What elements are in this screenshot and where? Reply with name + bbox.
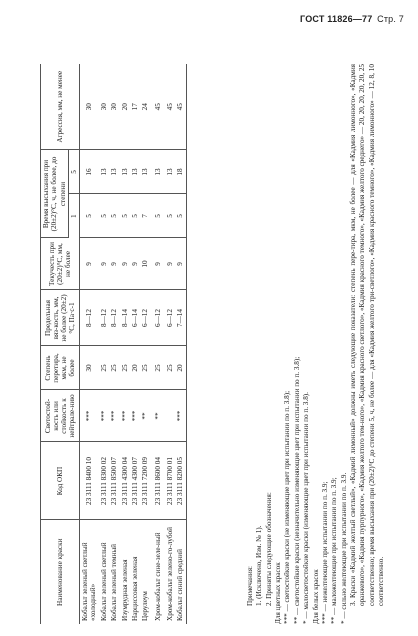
cell-spread: 7—14 bbox=[175, 290, 186, 346]
table-row bbox=[151, 64, 163, 624]
note-3: 3. Краски «Кадмий желтый светлый», «Кадмий лимонный» должны иметь следующие показатели: степень пере-тира, мкм, не более — для «Кадмия лимонного», «Кадмия оранжевого», «Кадмия пурпурного», «Кадмия желтого тем-ного», «Кадмия красного светлого», «Кадмия красного темного», «Кадмия желтого среднего» — 20, 20, 20, 20, 20, 25 соответственно; время высыхания при (20±2)°С до степени 5, ч, не более — для «Кадмия желтого три-светлого», «Кадмия красного темного», «Кадмия лимонного» — 12, 8, 10 соответственно. bbox=[348, 63, 386, 606]
note-color-3: * — малосветостойкие краски (изменяющие цвет при испытании по п. 3.8). bbox=[302, 392, 311, 624]
note-color-1: *** — светостойкие краски (не изменяющие цвет при испытании по п. 3.8); bbox=[283, 390, 292, 624]
note-2: 2. Приняты следующие обозначения: bbox=[264, 492, 273, 606]
cell-okp: 23 3111 8300 02 bbox=[99, 442, 109, 520]
note-white-1: *** — нежелтеющие при испытании по п. 3.9; bbox=[320, 481, 329, 624]
table-body bbox=[80, 64, 187, 624]
cell-degree: 25 bbox=[151, 346, 163, 390]
cell-drying-5: 18 bbox=[175, 150, 186, 194]
cell-name: Хром-кобальт сине-зеле-ный bbox=[153, 532, 162, 621]
col-header-degree: Степень перетира, мкм, не более bbox=[41, 346, 80, 390]
table-row bbox=[109, 64, 119, 624]
table-row bbox=[80, 64, 99, 624]
cell-degree: 20 bbox=[175, 346, 186, 390]
cell-degree: 30 bbox=[80, 346, 99, 390]
cell-acid: 45 bbox=[175, 64, 186, 150]
cell-okp: 23 3111 8400 10 bbox=[80, 442, 99, 520]
cell-light: *** bbox=[119, 390, 129, 442]
cell-flow: 9 bbox=[109, 238, 119, 290]
cell-flow: 9 bbox=[119, 238, 129, 290]
page-number: Стр. 7 bbox=[377, 14, 404, 24]
cell-name: Кобальт зеленый светлый «холодный» bbox=[81, 542, 98, 621]
cell-name: Кобальт зеленый темный bbox=[110, 544, 119, 621]
standard-number: ГОСТ 11826—77 bbox=[300, 14, 373, 24]
cell-drying-1: 5 bbox=[109, 194, 119, 238]
note-white-group: Для белых красок bbox=[311, 569, 320, 624]
properties-table bbox=[40, 64, 187, 624]
cell-acid: 30 bbox=[109, 64, 119, 150]
cell-drying-5: 13 bbox=[140, 150, 150, 194]
cell-spread: 8—12 bbox=[109, 290, 119, 346]
table-row bbox=[163, 64, 175, 624]
cell-drying-5: 13 bbox=[109, 150, 119, 194]
cell-drying-5: 16 bbox=[80, 150, 99, 194]
cell-light: *** bbox=[109, 390, 119, 442]
cell-spread: 6—12 bbox=[140, 290, 150, 346]
table-row bbox=[119, 64, 129, 624]
col-header-spread: Предельная вяз-кость, мм, не более (20±2)°С, Па·с-1 bbox=[41, 290, 80, 346]
page-header bbox=[300, 14, 404, 24]
cell-acid: 30 bbox=[99, 64, 109, 150]
cell-okp: 23 3111 4300 07 bbox=[130, 442, 140, 520]
table-row bbox=[175, 64, 186, 624]
cell-degree: 25 bbox=[119, 346, 129, 390]
cell-drying-1: 5 bbox=[151, 194, 163, 238]
cell-drying-5: 13 bbox=[130, 150, 140, 194]
cell-name: Нарциссовая зеленая bbox=[130, 556, 139, 621]
cell-flow: 9 bbox=[130, 238, 140, 290]
cell-spread: 8—12 bbox=[99, 290, 109, 346]
cell-acid: 20 bbox=[119, 64, 129, 150]
cell-okp: 23 3111 8500 07 bbox=[109, 442, 119, 520]
cell-spread: 8—12 bbox=[80, 290, 99, 346]
note-color-group: Для цветных красок bbox=[274, 562, 283, 624]
cell-drying-1: 5 bbox=[99, 194, 109, 238]
cell-drying-5: 13 bbox=[151, 150, 163, 194]
cell-spread: 8—14 bbox=[119, 290, 129, 346]
table-row bbox=[130, 64, 140, 624]
cell-okp: 23 3111 8200 05 bbox=[175, 442, 186, 520]
cell-degree: 25 bbox=[109, 346, 119, 390]
cell-okp: 23 3111 8600 04 bbox=[151, 442, 163, 520]
rotated-content bbox=[40, 64, 408, 624]
cell-light bbox=[163, 390, 175, 442]
cell-light: *** bbox=[130, 390, 140, 442]
cell-degree: 25 bbox=[140, 346, 150, 390]
cell-name: Кобальт зеленый светлый bbox=[99, 542, 108, 621]
cell-flow: 9 bbox=[175, 238, 186, 290]
col-header-drying-1: 1 bbox=[68, 194, 79, 238]
table-row bbox=[140, 64, 150, 624]
cell-flow: 9 bbox=[80, 238, 99, 290]
col-header-drying: Время высыхания при (20±2)°С, ч, не более, до степени bbox=[41, 150, 69, 238]
notes-title: Примечания: bbox=[246, 566, 254, 606]
cell-name: Церулеум bbox=[141, 591, 150, 621]
cell-light: *** bbox=[99, 390, 109, 442]
col-header-drying-5: 5 bbox=[68, 150, 79, 194]
cell-degree: 20 bbox=[130, 346, 140, 390]
cell-spread: 6—14 bbox=[130, 290, 140, 346]
cell-drying-1: 5 bbox=[163, 194, 175, 238]
table-header-row bbox=[41, 64, 69, 624]
cell-degree: 25 bbox=[99, 346, 109, 390]
cell-okp: 23 3111 8700 01 bbox=[163, 442, 175, 520]
col-header-flow: Текучесть при (20±2)°С, мм, не более bbox=[41, 238, 80, 290]
cell-name: Хром-кобальт зелено-го-лубой bbox=[166, 527, 175, 621]
notes-section bbox=[246, 64, 386, 624]
col-header-acid: Агрессия, мм, не менее bbox=[41, 64, 80, 150]
table-row bbox=[99, 64, 109, 624]
cell-drying-1: 7 bbox=[140, 194, 150, 238]
cell-name: Изумрудная зеленая bbox=[120, 559, 129, 621]
cell-degree: 25 bbox=[163, 346, 175, 390]
cell-acid: 45 bbox=[151, 64, 163, 150]
note-1: 1. (Исключено, Изм. № 1). bbox=[255, 525, 264, 606]
col-header-okp: Код ОКП bbox=[41, 442, 80, 520]
cell-drying-1: 5 bbox=[119, 194, 129, 238]
cell-drying-1: 5 bbox=[175, 194, 186, 238]
note-white-2: ** — маложелтеющие при испытании по п. 3.9; bbox=[330, 477, 339, 624]
cell-light: ** bbox=[151, 390, 163, 442]
cell-acid: 24 bbox=[140, 64, 150, 150]
cell-drying-5: 13 bbox=[119, 150, 129, 194]
cell-drying-1: 5 bbox=[80, 194, 99, 238]
cell-flow: 9 bbox=[99, 238, 109, 290]
cell-acid: 45 bbox=[163, 64, 175, 150]
col-header-light: Светостой-кость или стойкость к нейтрале-нию bbox=[41, 390, 80, 442]
cell-name: Кобальт синий средний bbox=[175, 520, 186, 624]
cell-drying-5: 13 bbox=[163, 150, 175, 194]
cell-spread: 6—12 bbox=[163, 290, 175, 346]
cell-spread: 6—12 bbox=[151, 290, 163, 346]
cell-light: *** bbox=[80, 390, 99, 442]
cell-drying-1: 5 bbox=[130, 194, 140, 238]
note-white-3: * — сильно желтеющие при испытании по п. 3.9. bbox=[339, 472, 348, 624]
cell-light: ** bbox=[140, 390, 150, 442]
cell-drying-5: 13 bbox=[99, 150, 109, 194]
cell-acid: 30 bbox=[80, 64, 99, 150]
cell-light: *** bbox=[175, 390, 186, 442]
note-color-2: ** — светостойкие краски (незначительно изменяющие цвет при испытании по п. 3.8); bbox=[292, 356, 301, 624]
cell-flow: 9 bbox=[163, 238, 175, 290]
cell-okp: 23 3111 4300 04 bbox=[119, 442, 129, 520]
cell-acid: 17 bbox=[130, 64, 140, 150]
cell-flow: 9 bbox=[151, 238, 163, 290]
cell-flow: 10 bbox=[140, 238, 150, 290]
col-header-name: Наименование краски bbox=[41, 520, 80, 624]
cell-okp: 23 3111 7200 09 bbox=[140, 442, 150, 520]
